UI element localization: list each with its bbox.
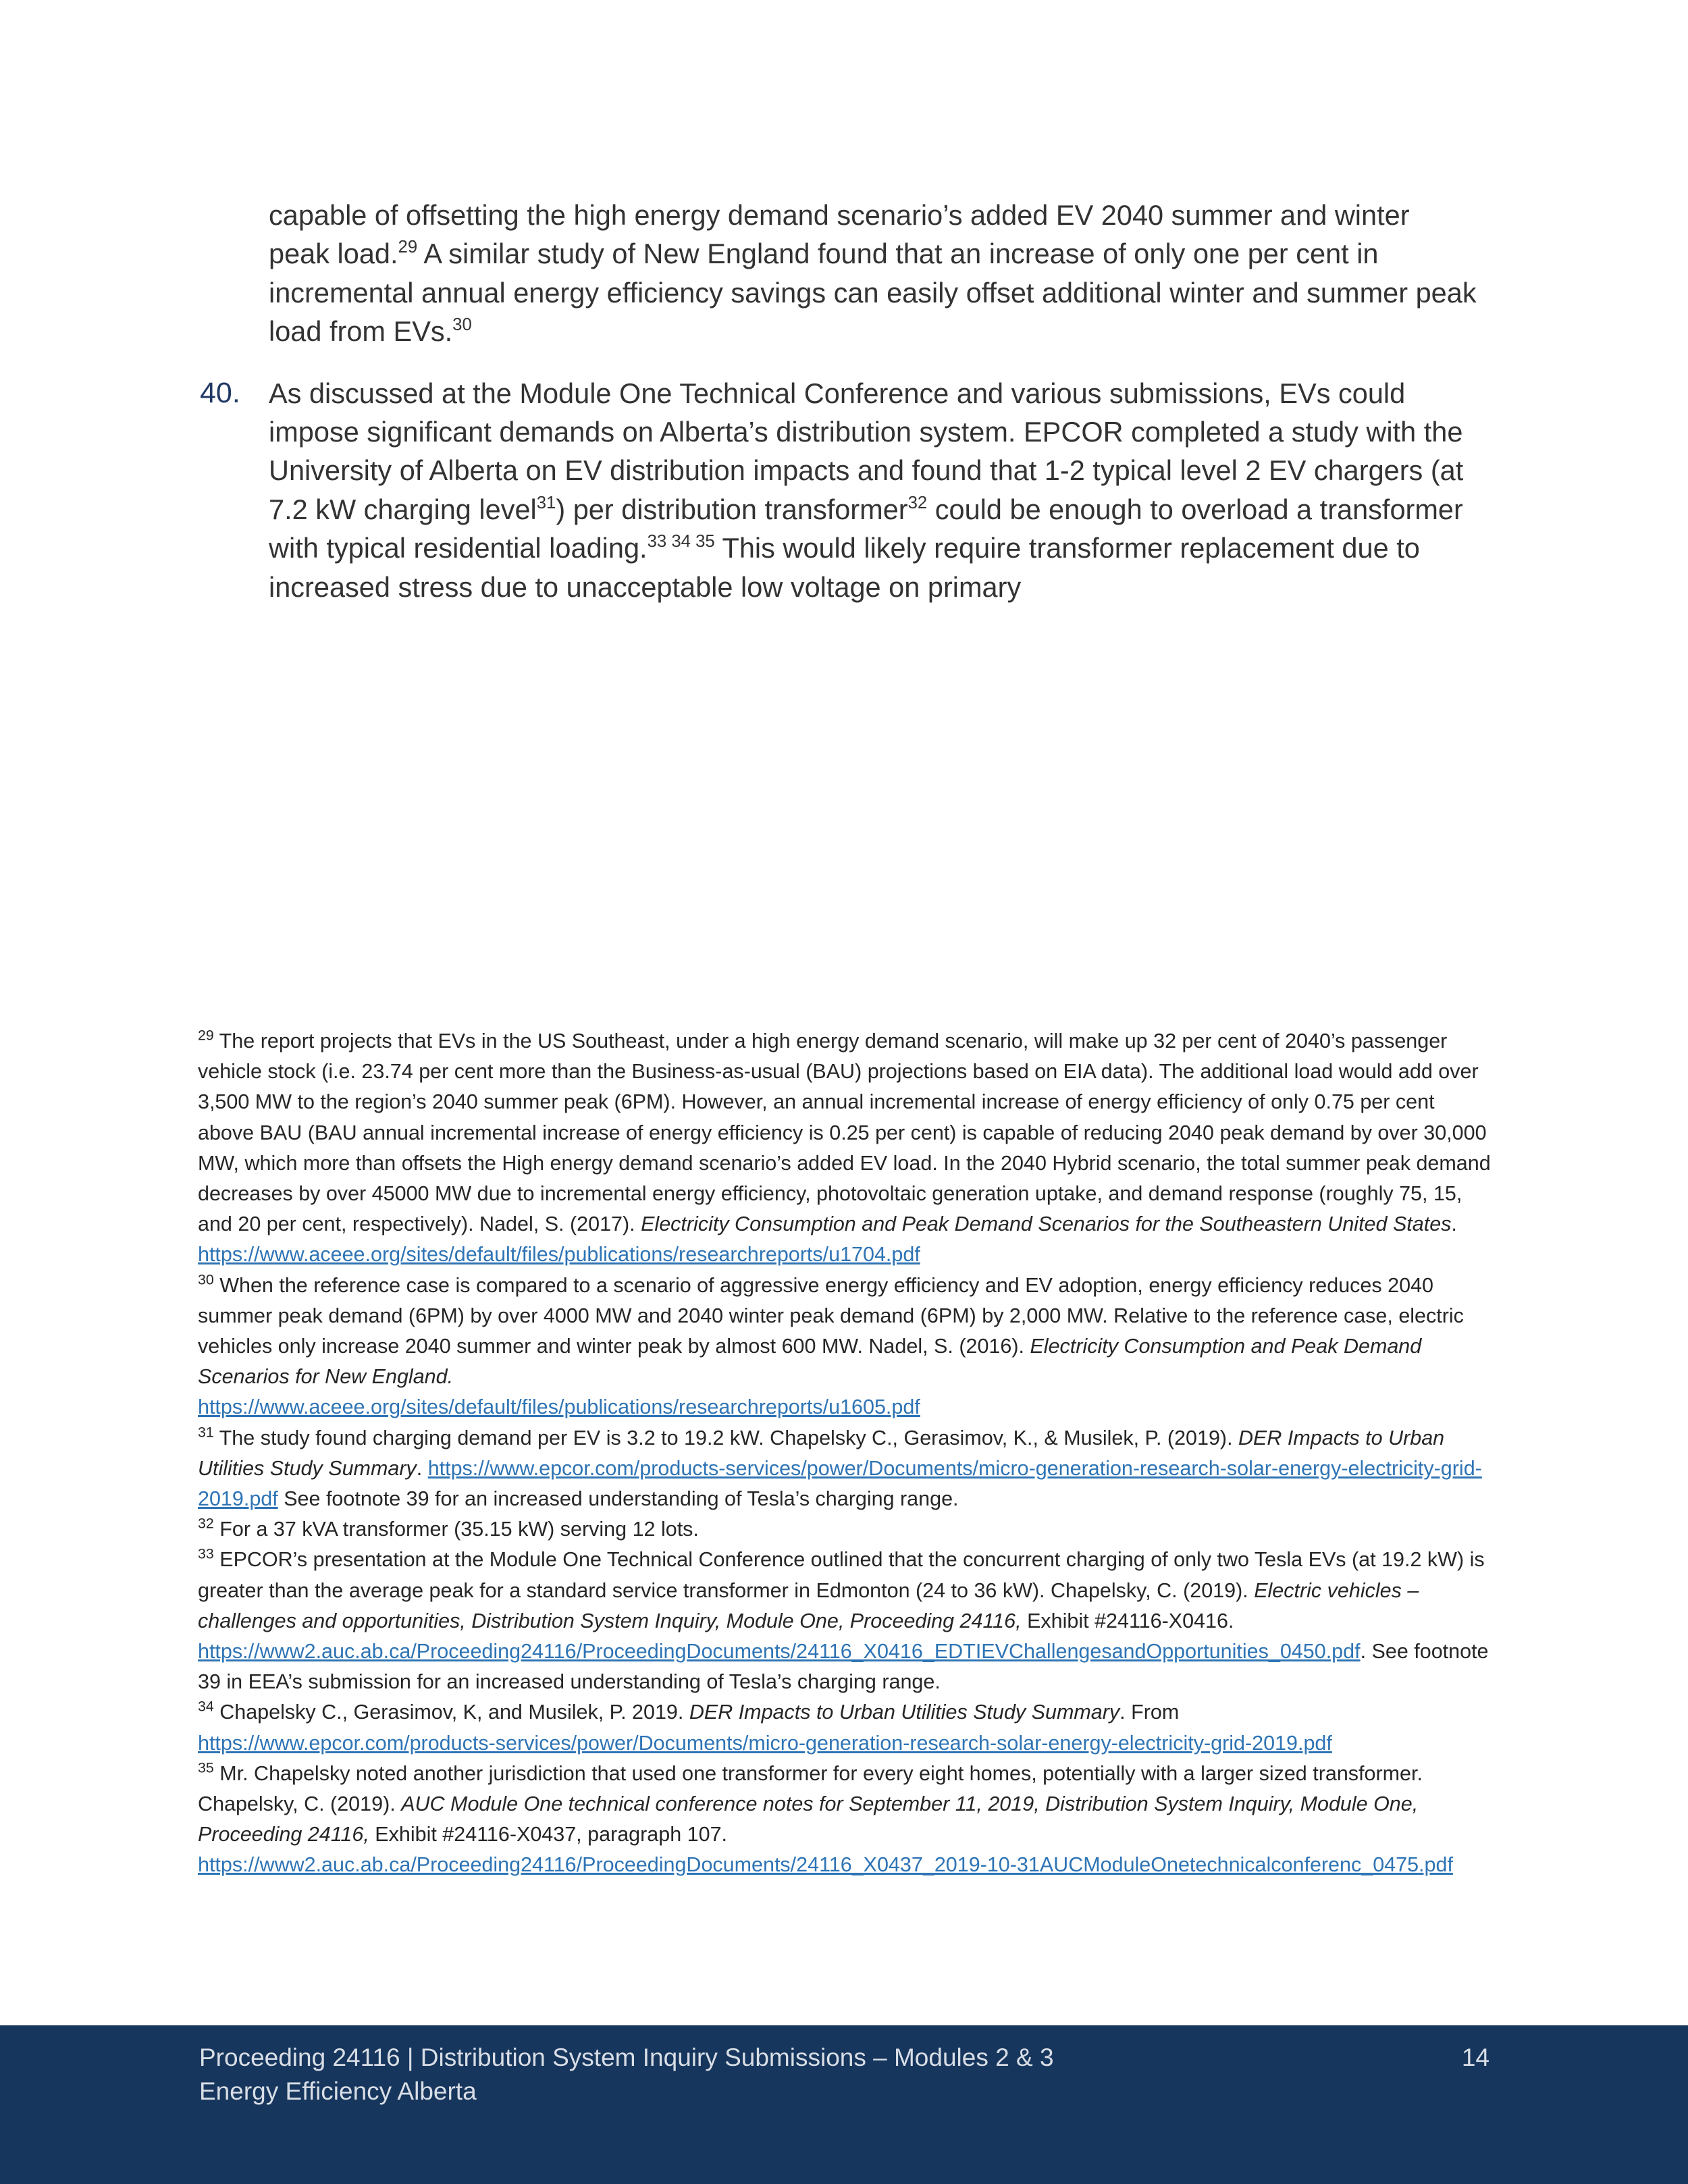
footnote-link[interactable]: https://www2.auc.ab.ca/Proceeding24116/ProceedingDocuments/24116_X0437_2019-10-31AUCModuleOnetechnicalconferenc_0475.pdf (198, 1853, 1453, 1877)
paragraph-text: capable of offsetting the high energy demand scenario’s added EV 2040 summer and winter peak load. (269, 199, 1410, 270)
citation-title: AUC Module One technical conference notes for September 11, 2019, Distribution System Inquiry, Module One, Proceeding 24116, (198, 1792, 1419, 1846)
paragraph-text: ) per distribution transformer (556, 493, 908, 525)
footnote-ref-32[interactable]: 32 (907, 493, 928, 512)
footnote-text: Chapelsky C., Gerasimov, K, and Musilek, P. 2019. (213, 1701, 689, 1724)
citation-title: Electricity Consumption and Peak Demand Scenarios for New England. (198, 1335, 1422, 1389)
footnote-link[interactable]: https://www2.auc.ab.ca/Proceeding24116/ProceedingDocuments/24116_X0416_EDTIEVChallengesandOpportunities_0450.pdf (198, 1640, 1361, 1663)
footnote-number: 34 (198, 1698, 214, 1715)
citation-title: DER Impacts to Urban Utilities Study Summary (198, 1426, 1445, 1480)
footnote-link[interactable]: https://www.epcor.com/products-services/power/Documents/micro-generation-research-solar-energy-electricity-grid-2019.pdf (198, 1456, 1482, 1511)
footnote-34 (198, 1697, 1491, 1758)
paragraph-text: could be enough to overload a transformer with typical residential loading. (269, 493, 1463, 564)
footnote-link[interactable]: https://www.aceee.org/sites/default/files/publications/researchreports/u1704.pdf (198, 1243, 920, 1267)
footnote-number: 31 (198, 1423, 214, 1440)
footnote-number: 33 (198, 1545, 214, 1562)
footnote-link[interactable]: https://www.epcor.com/products-services/power/Documents/micro-generation-research-solar-energy-electricity-grid-2019.pdf (198, 1731, 1332, 1755)
paragraph-text: A similar study of New England found that an increase of only one per cent in incremental annual energy efficiency savings can easily offset additional winter and summer peak load from EVs. (269, 238, 1477, 348)
footnotes-section (198, 1026, 1491, 1881)
footnote-29 (198, 1026, 1491, 1271)
footnote-number: 30 (198, 1271, 214, 1287)
footnote-text: See footnote 39 for an increased understanding of Tesla’s charging range. (278, 1487, 959, 1511)
footer-organization: Energy Efficiency Alberta (199, 2077, 477, 2105)
footnote-35 (198, 1759, 1491, 1881)
footnote-32 (198, 1514, 1491, 1545)
footnote-text: . See footnote 39 in EEA’s submission for an increased understanding of Tesla’s charging range. (198, 1640, 1489, 1694)
paragraph-text: This would likely require transformer replacement due to increased stress due to unacceptable low voltage on primary (269, 532, 1420, 603)
paragraph-text: As discussed at the Module One Technical Conference and various submissions, EVs could impose significant demands on Alberta’s distribution system. EPCOR completed a study with the University of Alberta on EV distribution impacts and found that 1-2 typical level 2 EV chargers (at 7.2 kW charging level (269, 377, 1464, 525)
citation-title: Electric vehicles –challenges and opportunities, Distribution System Inquiry, Module One, Proceeding 24116, (198, 1578, 1419, 1632)
paragraph-40 (200, 374, 1477, 606)
footnote-30 (198, 1271, 1491, 1423)
footer-proceeding-title: Proceeding 24116 | Distribution System Inquiry Submissions – Modules 2 & 3 (199, 2044, 1054, 2071)
paragraph-number: 40. (200, 376, 240, 409)
footnote-text: . From (1119, 1701, 1180, 1724)
footnote-ref-29[interactable]: 29 (398, 238, 418, 257)
footnote-number: 29 (198, 1027, 214, 1044)
footnote-31 (198, 1423, 1491, 1515)
page-number: 14 (1461, 2044, 1489, 2071)
main-body (200, 196, 1477, 606)
footnote-ref-33-34-35[interactable]: 33 34 35 (647, 532, 715, 552)
footnote-text: EPCOR’s presentation at the Module One Technical Conference outlined that the concurrent charging of only two Tesla EVs (at 19.2 kW) is greater than the average peak for a standard service transformer in Edmonton (24 to 36 kW). Chapelsky, C. (2019). (198, 1548, 1485, 1602)
footnote-text: The study found charging demand per EV is 3.2 to 19.2 kW. Chapelsky C., Gerasimov, K., & Musilek, P. (2019). (213, 1426, 1239, 1449)
footnote-ref-31[interactable]: 31 (536, 493, 556, 512)
citation-title: DER Impacts to Urban Utilities Study Summary (689, 1701, 1120, 1724)
footnote-text: . (416, 1456, 428, 1480)
footnote-33 (198, 1545, 1491, 1697)
footnote-text: Exhibit #24116-X0416. (1021, 1609, 1234, 1632)
paragraph-continuation (269, 196, 1477, 351)
footnote-ref-30[interactable]: 30 (452, 315, 472, 335)
footnote-link[interactable]: https://www.aceee.org/sites/default/files/publications/researchreports/u1605.pdf (198, 1395, 920, 1419)
footnote-text: The report projects that EVs in the US Southeast, under a high energy demand scenario, will make up 32 per cent of 2040’s passenger vehicle stock (i.e. 23.74 per cent more than the Business-as-usual (BAU) projections based on EIA data). The additional load would add over 3,500 MW to the region’s 2040 summer peak (6PM). However, an annual incremental increase of energy efficiency of only 0.75 per cent above BAU (BAU annual incremental increase of energy efficiency is 0.25 per cent) is capable of reducing 2040 peak demand by over 30,000 MW, which more than offsets the High energy demand scenario’s added EV load. In the 2040 Hybrid scenario, the total summer peak demand decreases by over 45000 MW due to incremental energy efficiency, photovoltaic generation uptake, and demand response (roughly 75, 15, and 20 per cent, respectively). Nadel, S. (2017). (198, 1030, 1491, 1236)
page-footer (0, 2025, 1688, 2184)
footnote-number: 35 (198, 1759, 214, 1776)
footnote-text: Exhibit #24116-X0437, paragraph 107. (369, 1823, 728, 1846)
footnote-text: Mr. Chapelsky noted another jurisdiction that used one transformer for every eight homes, potentially with a larger sized transformer. Chapelsky, C. (2019). (198, 1761, 1423, 1816)
footnote-number: 32 (198, 1515, 214, 1532)
footnote-text: When the reference case is compared to a scenario of aggressive energy efficiency and EV adoption, energy efficiency reduces 2040 summer peak demand (6PM) by over 4000 MW and 2040 winter peak demand (6PM) by 2,000 MW. Relative to the reference case, electric vehicles only increase 2040 summer and winter peak by almost 600 MW. Nadel, S. (2016). (198, 1273, 1464, 1358)
footnote-text: For a 37 kVA transformer (35.15 kW) serving 12 lots. (213, 1518, 699, 1541)
citation-title: Electricity Consumption and Peak Demand Scenarios for the Southeastern United States (641, 1213, 1452, 1236)
footnote-text: . (1451, 1213, 1457, 1236)
